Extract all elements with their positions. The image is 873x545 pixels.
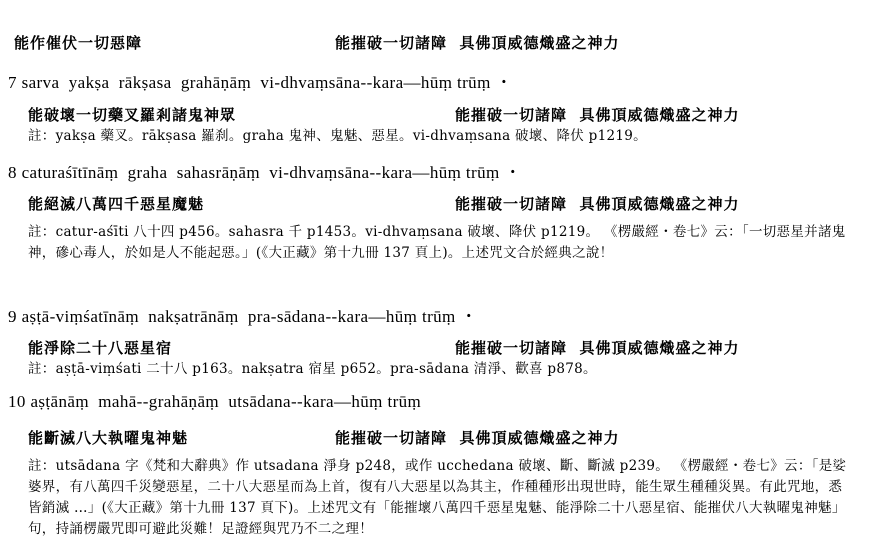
entry-9-gloss-left: 能淨除二十八惡星宿 bbox=[28, 339, 173, 357]
header-right-gloss: 能摧破一切諸障 具佛頂威德熾盛之神力 bbox=[335, 34, 620, 52]
entry-7-translit: sarva yakṣa rākṣasa grahāṇāṃ vi-dhvaṃsāna--kara—hūṃ trūṃ ・ bbox=[21, 73, 513, 92]
entry-10-line bbox=[8, 392, 421, 412]
entry-8-number: 8 bbox=[8, 163, 17, 182]
entry-7-line bbox=[8, 68, 513, 93]
entry-9-line bbox=[8, 302, 478, 327]
header-left-gloss: 能作催伏一切惡障 bbox=[14, 34, 143, 52]
entry-8-gloss-right: 能摧破一切諸障 具佛頂威德熾盛之神力 bbox=[455, 195, 740, 213]
entry-7-gloss-left: 能破壞一切藥叉羅剎諸鬼神眾 bbox=[28, 106, 237, 124]
entry-10-translit: aṣṭānāṃ mahā--grahāṇāṃ utsādana--kara—hūṃ trūṃ bbox=[30, 392, 422, 411]
entry-8-note: 註：catur-aśīti 八十四 p456。sahasra 千 p1453。vi-dhvaṃsana 破壞、降伏 p1219。 《楞嚴經・卷七》云：「一切惡星并諸鬼神，磣心毒人，於如是人不能起惡。」(《大正藏》第十九冊 137 頁上)。上述咒文合於經典之說！ bbox=[28, 224, 846, 261]
entry-10-number: 10 bbox=[8, 392, 26, 411]
entry-9-translit: aṣṭā-viṃśatīnāṃ nakṣatrānāṃ pra-sādana--kara—hūṃ trūṃ ・ bbox=[21, 307, 478, 326]
entry-9-note: 註：aṣṭā-viṃśati 二十八 p163。nakṣatra 宿星 p652。pra-sādana 清淨、歡喜 p878。 bbox=[28, 361, 597, 377]
entry-7-number: 7 bbox=[8, 73, 17, 92]
entry-8-gloss-left: 能絕滅八萬四千惡星魔魅 bbox=[28, 195, 205, 213]
entry-9-number: 9 bbox=[8, 307, 17, 326]
entry-7-gloss-right: 能摧破一切諸障 具佛頂威德熾盛之神力 bbox=[455, 106, 740, 124]
entry-9-gloss-right: 能摧破一切諸障 具佛頂威德熾盛之神力 bbox=[455, 339, 740, 357]
entry-10-note: 註：utsādana 字《梵和大辭典》作 utsadana 淨身 p248，或作 ucchedana 破壞、斷、斷滅 p239。 《楞嚴經・卷七》云：「是娑婆界，有八萬四千災變惡星，二十八大惡星而為上首，復有八大惡星以為其主，作種種形出現世時，能生眾生種種災異。有此咒地，悉皆銷滅 …」(《大正藏》第十九冊 137 頁下)。上述咒文有「能摧壞八萬四千惡星鬼魅、能淨除二十八惡星宿、能摧伏八大執曜鬼神魅」句，持誦楞嚴咒即可避此災難！足證經與咒乃不二之理！ bbox=[28, 458, 847, 537]
entry-10-gloss-left: 能斷滅八大執曜鬼神魅 bbox=[28, 429, 189, 447]
entry-10-gloss-right: 能摧破一切諸障 具佛頂威德熾盛之神力 bbox=[335, 429, 620, 447]
entry-8-line bbox=[8, 158, 522, 183]
entry-7-note: 註：yakṣa 藥叉。rākṣasa 羅刹。graha 鬼神、鬼魅、惡星。vi-dhvaṃsana 破壞、降伏 p1219。 bbox=[28, 128, 647, 144]
entry-8-translit: caturaśītīnāṃ graha sahasrāṇāṃ vi-dhvaṃsāna--kara—hūṃ trūṃ ・ bbox=[21, 163, 522, 182]
